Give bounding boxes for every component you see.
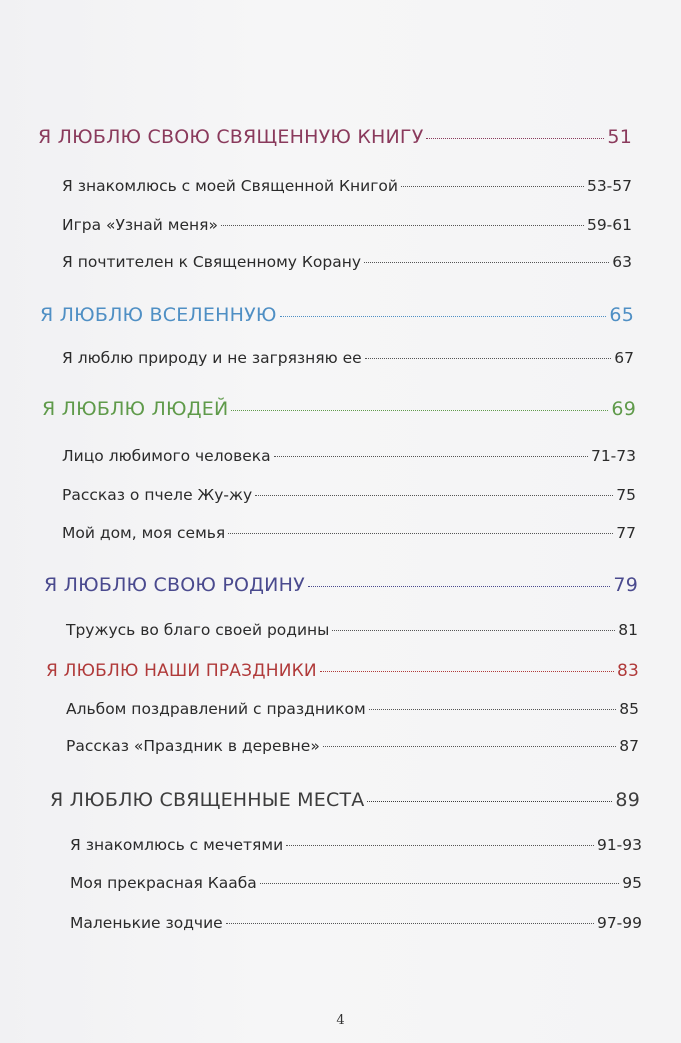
item-title: Я знакомлюсь с моей Священной Книгой: [62, 177, 398, 195]
leader-dots: [332, 630, 615, 631]
item-title: Игра «Узнай меня»: [62, 216, 218, 234]
item-title: Моя прекрасная Кааба: [70, 874, 257, 892]
toc-item[interactable]: [62, 447, 636, 465]
item-page: 53-57: [586, 177, 632, 195]
leader-dots: [226, 923, 594, 924]
item-page: 75: [616, 486, 636, 504]
section-page: 89: [615, 789, 640, 811]
toc-item[interactable]: [70, 874, 642, 892]
leader-dots: [260, 883, 619, 884]
leader-dots: [221, 225, 584, 226]
toc-item[interactable]: [62, 177, 632, 195]
item-title: Маленькие зодчие: [70, 914, 223, 932]
toc-item[interactable]: [70, 836, 642, 854]
item-page: 59-61: [586, 216, 632, 234]
toc-item[interactable]: [66, 621, 638, 639]
leader-dots: [320, 671, 614, 672]
toc-item[interactable]: [62, 253, 632, 271]
toc-section-sacred-book[interactable]: [38, 126, 632, 148]
leader-dots: [323, 746, 616, 747]
item-title: Мой дом, моя семья: [62, 524, 226, 542]
leader-dots: [426, 138, 604, 139]
toc-item[interactable]: [62, 524, 636, 542]
section-page: 51: [607, 126, 632, 148]
section-page: 65: [609, 304, 634, 326]
leader-dots: [274, 456, 588, 457]
item-title: Лицо любимого человека: [62, 447, 271, 465]
leader-dots: [231, 410, 608, 411]
leader-dots: [364, 262, 609, 263]
item-page: 97-99: [596, 914, 642, 932]
section-page: 69: [611, 398, 636, 420]
item-page: 81: [618, 621, 638, 639]
leader-dots: [365, 358, 612, 359]
item-title: Рассказ «Праздник в деревне»: [66, 737, 320, 755]
item-page: 87: [619, 737, 639, 755]
item-title: Я знакомлюсь с мечетями: [70, 836, 284, 854]
item-page: 95: [622, 874, 642, 892]
toc-section-universe[interactable]: [40, 304, 634, 326]
toc-section-holidays[interactable]: [46, 661, 639, 681]
item-page: 91-93: [596, 836, 642, 854]
toc-item[interactable]: [62, 349, 634, 367]
item-page: 77: [616, 524, 636, 542]
toc-section-homeland[interactable]: [44, 574, 638, 596]
section-title: Я ЛЮБЛЮ ЛЮДЕЙ: [42, 398, 229, 420]
section-page: 83: [616, 661, 639, 681]
item-page: 67: [614, 349, 634, 367]
item-title: Рассказ о пчеле Жу-жу: [62, 486, 253, 504]
leader-dots: [401, 186, 584, 187]
item-page: 63: [612, 253, 632, 271]
item-title: Я люблю природу и не загрязняю ее: [62, 349, 362, 367]
leader-dots: [286, 845, 594, 846]
section-title: Я ЛЮБЛЮ СВОЮ РОДИНУ: [44, 574, 305, 596]
section-title: Я ЛЮБЛЮ СВЯЩЕННЫЕ МЕСТА: [50, 789, 365, 811]
section-page: 79: [613, 574, 638, 596]
section-title: Я ЛЮБЛЮ НАШИ ПРАЗДНИКИ: [46, 661, 317, 681]
leader-dots: [367, 801, 612, 802]
section-title: Я ЛЮБЛЮ ВСЕЛЕННУЮ: [40, 304, 277, 326]
toc-item[interactable]: [70, 914, 642, 932]
leader-dots: [255, 495, 613, 496]
leader-dots: [280, 316, 607, 317]
item-page: 71-73: [590, 447, 636, 465]
leader-dots: [228, 533, 613, 534]
page-number: 4: [336, 1013, 345, 1028]
item-page: 85: [619, 700, 639, 718]
toc-item[interactable]: [66, 700, 639, 718]
item-title: Альбом поздравлений с праздником: [66, 700, 366, 718]
leader-dots: [308, 586, 611, 587]
toc-item[interactable]: [62, 486, 636, 504]
item-title: Я почтителен к Священному Корану: [62, 253, 362, 271]
leader-dots: [369, 709, 617, 710]
toc-section-people[interactable]: [42, 398, 636, 420]
toc-item[interactable]: [66, 737, 639, 755]
toc-item[interactable]: [62, 216, 632, 234]
section-title: Я ЛЮБЛЮ СВОЮ СВЯЩЕННУЮ КНИГУ: [38, 126, 424, 148]
item-title: Тружусь во благо своей родины: [66, 621, 330, 639]
toc-section-sacred-places[interactable]: [50, 789, 640, 811]
